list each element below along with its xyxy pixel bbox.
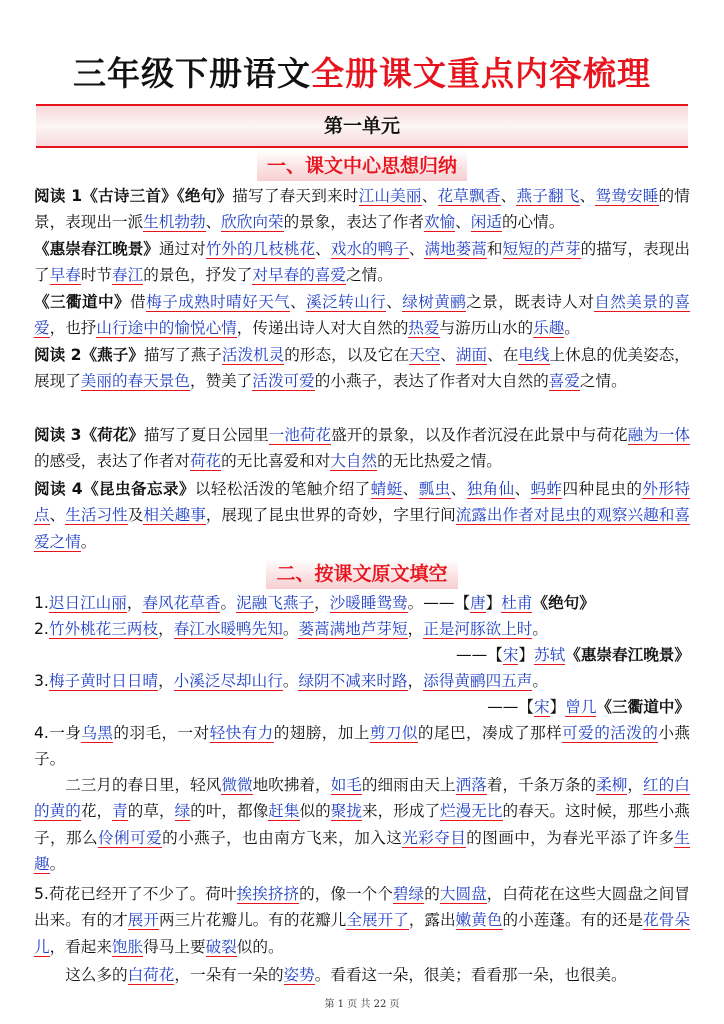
key-phrase: 青: [112, 802, 128, 821]
text-run: 的描写，表现出了: [34, 240, 690, 285]
paragraph: [34, 289, 690, 342]
key-phrase: 欣欣向荣: [221, 213, 284, 232]
text-run: 的形态，以及它在: [284, 346, 410, 364]
text-run: 四种昆虫的: [562, 480, 643, 498]
key-phrase: 春风花草香: [142, 594, 221, 612]
paragraph: [34, 720, 690, 773]
text-run: 的春天。这时候，那些小燕子，那么: [34, 802, 690, 847]
key-phrase: 白荷花: [127, 966, 175, 984]
key-phrase: 闲适: [470, 213, 502, 232]
text-run: ，也抒: [49, 319, 97, 338]
key-phrase: 燕子翻飞: [516, 187, 580, 205]
text-run: ，: [126, 594, 143, 612]
key-phrase: 饱胀: [112, 937, 144, 956]
text-run: 之情。: [579, 372, 627, 391]
key-phrase: 正是河豚欲上时: [423, 620, 533, 638]
text-run: 似的: [299, 802, 331, 821]
key-phrase: 烂漫无比: [440, 802, 503, 821]
text-run: 、: [440, 346, 456, 364]
text-run: 的细雨由天上: [361, 776, 456, 794]
text-run: 的图画中，为春光平添了许多: [466, 828, 675, 847]
text-run: 盛开的景象，以及作者沉浸在此景中与荷花: [331, 426, 628, 444]
text-run: 】: [549, 698, 566, 716]
text-run: 、: [500, 187, 517, 205]
key-phrase: 花骨朵儿: [34, 911, 690, 956]
text-run: 、在: [487, 346, 519, 364]
key-phrase: 热爱: [408, 319, 440, 338]
bold-text: 《三衢道中》: [596, 698, 690, 716]
paragraph: [34, 476, 690, 555]
section-heading-2-wrap: [0, 559, 724, 589]
text-run: 似的。: [236, 937, 284, 956]
text-run: 。: [49, 854, 66, 873]
key-phrase: 泥融飞燕子: [236, 594, 315, 612]
text-run: ——【: [456, 646, 503, 664]
text-run: 的无比喜爱和对: [221, 452, 331, 471]
bold-text: 《绝句》: [532, 594, 595, 612]
text-run: 的翅膀，加上: [273, 724, 370, 742]
text-run: 以轻松活泼的笔触介绍了: [194, 480, 371, 498]
key-phrase: 自然美景的喜爱: [34, 293, 690, 338]
key-phrase: 唐: [470, 594, 486, 612]
text-run: 的羽毛，一对: [113, 724, 210, 742]
key-phrase: 梅子黄时日日晴: [48, 672, 159, 690]
text-run: 。: [282, 672, 299, 690]
page-title: [0, 52, 724, 96]
key-phrase: 迟日江山丽: [48, 594, 127, 612]
text-run: 上休息的优美姿态，展现了: [34, 346, 690, 391]
text-run: 。: [532, 672, 549, 690]
text-run: 。看看这一朵，很美；看看那一朵，也很美。: [314, 966, 627, 984]
text-run: ，赞美了: [189, 372, 253, 391]
bold-text: 《惠崇春江晚景》: [565, 646, 690, 664]
paragraph: [34, 342, 690, 395]
text-run: 的草，: [127, 802, 175, 821]
text-run: 】: [485, 594, 502, 612]
key-phrase: 杜甫: [501, 594, 533, 612]
title-black-part: 三年级下册语文: [73, 54, 311, 93]
text-run: 、: [579, 187, 596, 205]
key-phrase: 山行途中的愉悦心情: [96, 319, 237, 338]
key-phrase: 柔柳: [596, 776, 628, 794]
key-phrase: 早春: [49, 266, 81, 285]
bold-text: 《惠崇春江晚景》: [34, 240, 159, 258]
text-run: 、: [455, 213, 471, 232]
text-run: 这么多的: [65, 966, 128, 984]
text-run: ，看起来: [49, 937, 112, 956]
key-phrase: 可爱的活泼的: [562, 724, 659, 742]
text-run: 、: [49, 506, 66, 525]
key-phrase: 蒌蒿满地芦芽短: [298, 620, 408, 638]
key-phrase: 竹外的几枝桃花: [205, 240, 316, 258]
key-phrase: 绿阴不减来时路: [298, 672, 408, 690]
text-run: 、: [421, 187, 438, 205]
text-run: ，: [407, 620, 424, 638]
text-run: 、: [402, 480, 419, 498]
key-phrase: 鸳鸯安睡: [595, 187, 659, 205]
key-phrase: 春江: [112, 266, 144, 285]
paragraph: [34, 422, 690, 475]
key-phrase: 如毛: [330, 776, 362, 794]
key-phrase: 绿: [174, 802, 191, 821]
text-run: 、: [450, 480, 467, 498]
paragraph: [34, 590, 690, 616]
page-number: 第 1 页 共 22 页: [324, 999, 400, 1010]
key-phrase: 电线: [518, 346, 550, 364]
section-heading-fill-blank: 二、按课文原文填空: [266, 559, 457, 589]
text-run: ，: [407, 672, 424, 690]
text-run: 。——【: [407, 594, 471, 612]
title-red-part: 全册课文重点内容梳理: [311, 54, 651, 93]
key-phrase: 光彩夺目: [402, 828, 467, 847]
bold-text: 《三衢道中》: [34, 293, 131, 311]
key-phrase: 轻快有力: [209, 724, 274, 742]
paragraph: [34, 881, 690, 960]
key-phrase: 溪泛转山行: [306, 293, 387, 311]
key-phrase: 欢愉: [423, 213, 456, 232]
key-phrase: 江山美丽: [358, 187, 422, 205]
text-run: 的，像一个个: [299, 885, 393, 903]
text-run: 。: [282, 620, 299, 638]
key-phrase: 宋: [502, 646, 519, 664]
text-run: 、: [315, 240, 331, 258]
key-phrase: 洒落: [455, 776, 487, 794]
bold-text: 阅读 2《燕子》: [34, 346, 144, 364]
section-heading-summary: 一、课文中心思想归纳: [257, 151, 467, 181]
paragraph: [34, 642, 690, 668]
key-phrase: 生活习性: [65, 506, 128, 525]
key-phrase: 绿树黄鹂: [402, 293, 467, 311]
key-phrase: 全展开了: [346, 911, 409, 930]
text-run: 描写了燕子: [143, 346, 222, 364]
text-run: ，传递出诗人对大自然的: [236, 319, 409, 338]
key-phrase: 一池荷花: [268, 426, 332, 444]
text-run: 4.一身: [34, 724, 82, 742]
text-run: 、: [290, 293, 307, 311]
key-phrase: 碧绿: [392, 885, 425, 903]
key-phrase: 宋: [534, 698, 550, 716]
key-phrase: 乌黑: [81, 724, 114, 742]
text-run: 、: [408, 240, 425, 258]
key-phrase: 微微: [221, 776, 253, 794]
key-phrase: 活泼机灵: [221, 346, 285, 364]
text-run: 小燕子。: [34, 724, 690, 769]
text-run: 来，形成了: [361, 802, 441, 821]
key-phrase: 沙暖睡鸳鸯: [329, 594, 408, 612]
text-run: 。: [220, 594, 237, 612]
key-phrase: 破裂: [205, 937, 237, 956]
text-run: 描写了春天到来时: [232, 187, 359, 205]
key-phrase: 大自然: [330, 452, 378, 471]
key-phrase: 苏轼: [534, 646, 566, 664]
key-phrase: 挨挨挤挤: [236, 885, 300, 903]
bold-text: 阅读 1《古诗三首》《绝句》: [34, 187, 233, 205]
key-phrase: 喜爱: [548, 372, 580, 391]
paragraph: [34, 694, 690, 720]
key-phrase: 荷花: [189, 452, 222, 471]
text-run: 。: [80, 532, 97, 551]
text-run: 地吹拂着，: [252, 776, 331, 794]
paragraph: [34, 668, 690, 694]
key-phrase: 蜻蜓: [370, 480, 403, 498]
text-run: 、: [386, 293, 403, 311]
paragraph: [34, 183, 690, 236]
text-run: 的景色，抒发了: [143, 266, 253, 285]
text-run: ，展现了昆虫世界的奇妙，字里行间: [205, 506, 456, 525]
text-run: 的无比热爱之情。: [377, 452, 502, 471]
key-phrase: 伶俐可爱: [98, 828, 163, 847]
key-phrase: 瓢虫: [418, 480, 451, 498]
text-run: 的小燕子，也由南方飞来，加入这: [162, 828, 403, 847]
key-phrase: 红的白的黄的: [34, 776, 690, 821]
key-phrase: 竹外桃花三两枝: [48, 620, 159, 638]
text-run: 1.: [34, 594, 49, 612]
text-run: ——【: [487, 698, 534, 716]
key-phrase: 生趣: [34, 828, 690, 873]
text-run: ，: [158, 672, 174, 690]
paragraph: [34, 616, 690, 642]
bold-text: 阅读 3《荷花》: [34, 426, 144, 444]
text-run: ，白荷花在这些大圆盘之间冒出来。有的才: [34, 885, 690, 930]
text-run: 的心情。: [501, 213, 565, 232]
paragraph: [34, 962, 690, 988]
key-phrase: 独角仙: [466, 480, 515, 498]
key-phrase: 融为一体: [627, 426, 690, 444]
text-run: 描写了夏日公园里: [143, 426, 269, 444]
text-run: 的感受，表达了作者对: [34, 452, 190, 471]
text-run: 的小莲蓬。有的还是: [502, 911, 644, 930]
text-run: 3.: [34, 672, 49, 690]
key-phrase: 添得黄鹂四五声: [423, 672, 533, 690]
key-phrase: 湖面: [455, 346, 488, 364]
text-run: ，露出: [408, 911, 456, 930]
text-run: 、: [205, 213, 222, 232]
text-run: 两三片花瓣儿。有的花瓣儿: [158, 911, 347, 930]
text-run: 得马上要: [143, 937, 206, 956]
text-run: 】: [518, 646, 535, 664]
key-phrase: 赶集: [268, 802, 300, 821]
key-phrase: 美丽的春天景色: [80, 372, 190, 391]
key-phrase: 戏水的鸭子: [330, 240, 409, 258]
text-run: 时节: [80, 266, 113, 285]
key-phrase: 活泼可爱: [252, 372, 315, 391]
bold-text: 阅读 4《昆虫备忘录》: [34, 480, 195, 498]
text-run: 的叶，都像: [190, 802, 269, 821]
text-run: 花，: [80, 802, 113, 821]
text-run: ，: [627, 776, 644, 794]
text-run: 和: [486, 240, 503, 258]
key-phrase: 短短的芦芽: [502, 240, 581, 258]
key-phrase: 嫩黄色: [455, 911, 503, 930]
key-phrase: 花草飘香: [437, 187, 501, 205]
text-run: ，: [314, 594, 330, 612]
key-phrase: 相关趣事: [143, 506, 206, 525]
text-run: ，: [158, 620, 174, 638]
text-run: 的小燕子，表达了作者对大自然的: [314, 372, 549, 391]
key-phrase: 流露出作者对昆虫的观察兴趣和喜爱之情: [34, 506, 690, 551]
key-phrase: 生机勃勃: [143, 213, 206, 232]
text-run: 与游历山水的: [439, 319, 534, 338]
key-phrase: 满地蒌蒿: [424, 240, 487, 258]
key-phrase: 梅子成熟时晴好天气: [146, 293, 291, 311]
text-run: 及: [127, 506, 144, 525]
key-phrase: 天空: [409, 346, 441, 364]
section-heading-1-wrap: [0, 151, 724, 181]
text-run: 2.: [34, 620, 49, 638]
text-run: 。: [532, 620, 549, 638]
text-run: 的尾巴，凑成了那样: [417, 724, 563, 742]
key-phrase: 春江水暖鸭先知: [173, 620, 283, 638]
text-run: 通过对: [158, 240, 206, 258]
key-phrase: 姿势: [283, 966, 315, 984]
unit-heading: 第一单元: [36, 104, 688, 148]
text-run: 的景象，表达了作者: [283, 213, 424, 232]
key-phrase: 小溪泛尽却山行: [173, 672, 283, 690]
text-run: 的情景，表现出一派: [34, 187, 690, 232]
key-phrase: 大圆盘: [439, 885, 487, 903]
key-phrase: 曾几: [565, 698, 597, 716]
key-phrase: 展开: [127, 911, 159, 930]
key-phrase: 对早春的喜爱: [252, 266, 346, 285]
text-run: 。: [564, 319, 580, 338]
text-run: ，一朵有一朵的: [174, 966, 284, 984]
text-run: 借: [130, 293, 147, 311]
text-run: 着，千条万条的: [486, 776, 597, 794]
key-phrase: 聚拢: [330, 802, 362, 821]
paragraph: [34, 772, 690, 877]
key-phrase: 蚂蚱: [530, 480, 563, 498]
paragraph: [34, 236, 690, 289]
key-phrase: 外形特点: [34, 480, 690, 525]
text-run: 5.荷花已经开了不少了。荷叶: [34, 885, 237, 903]
key-phrase: 乐趣: [533, 319, 565, 338]
text-run: 之情。: [345, 266, 393, 285]
text-run: 的: [424, 885, 440, 903]
key-phrase: 剪刀似: [369, 724, 418, 742]
text-run: 之景，既表诗人对: [466, 293, 595, 311]
text-run: 二三月的春日里，轻风: [65, 776, 222, 794]
text-run: 、: [514, 480, 531, 498]
